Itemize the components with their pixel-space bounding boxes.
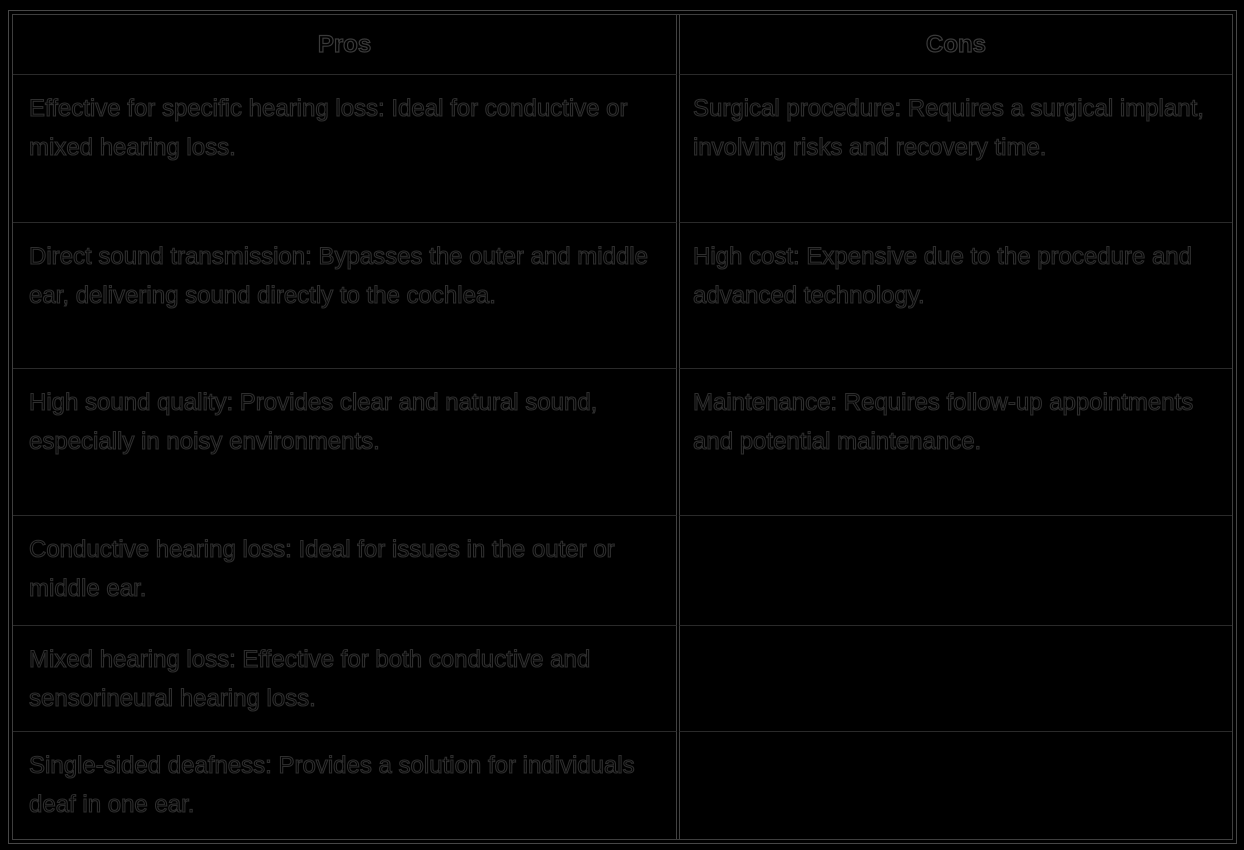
table-cell-pros-2: Direct sound transmission: Bypasses the outer and middle ear, delivering sound directly to the cochlea. bbox=[13, 223, 677, 369]
table-cell-cons-6 bbox=[679, 732, 1232, 839]
table-cell-pros-1: Effective for specific hearing loss: Ideal for conductive or mixed hearing loss. bbox=[13, 75, 677, 223]
table-cell-cons-2: High cost: Expensive due to the procedure and advanced technology. bbox=[679, 223, 1232, 369]
table-cell-cons-4 bbox=[679, 516, 1232, 626]
cons-header-label: Cons bbox=[926, 31, 986, 58]
pros-header-label: Pros bbox=[317, 31, 372, 58]
table-cell-pros-5: Mixed hearing loss: Effective for both conductive and sensorineural hearing loss. bbox=[13, 626, 677, 732]
table-inner-border bbox=[12, 14, 1233, 840]
pros-column-header bbox=[13, 15, 677, 75]
table-cell-pros-4: Conductive hearing loss: Ideal for issues in the outer or middle ear. bbox=[13, 516, 677, 626]
pros-cons-table bbox=[8, 10, 1237, 844]
table-cell-cons-5 bbox=[679, 626, 1232, 732]
table-cell-pros-3: High sound quality: Provides clear and natural sound, especially in noisy environments. bbox=[13, 369, 677, 516]
table-cell-cons-3: Maintenance: Requires follow-up appointments and potential maintenance. bbox=[679, 369, 1232, 516]
table-cell-pros-6: Single-sided deafness: Provides a solution for individuals deaf in one ear. bbox=[13, 732, 677, 839]
cons-column-header bbox=[679, 15, 1232, 75]
table-cell-cons-1: Surgical procedure: Requires a surgical implant, involving risks and recovery time. bbox=[679, 75, 1232, 223]
table-grid bbox=[13, 15, 1232, 839]
